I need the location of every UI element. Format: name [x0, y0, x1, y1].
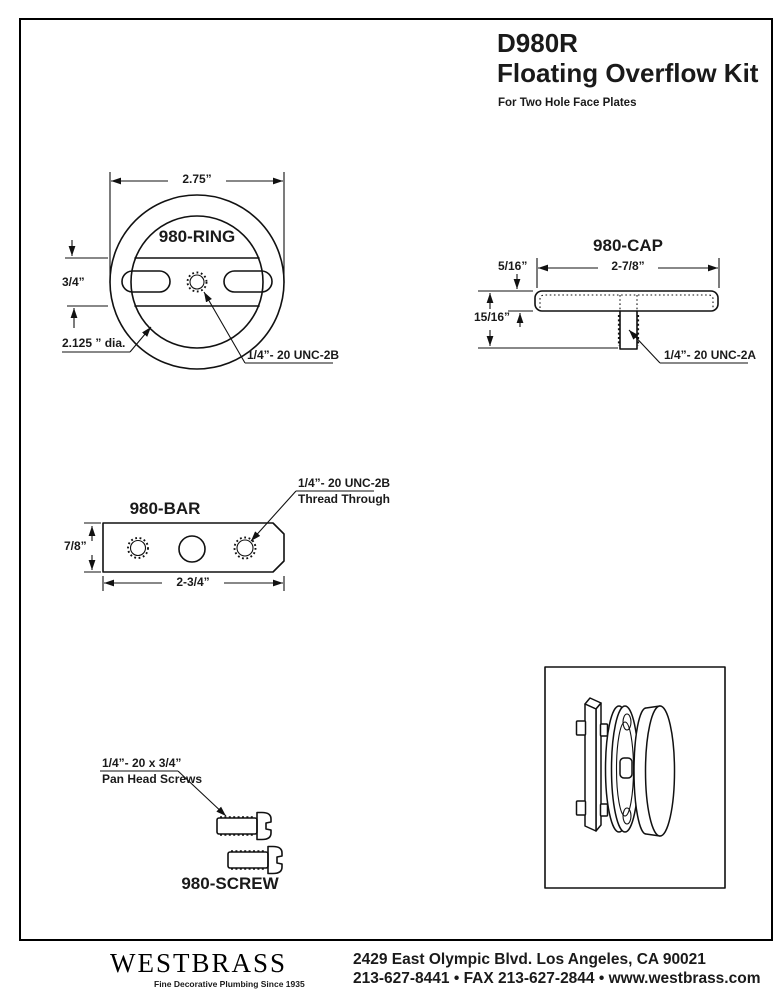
product-subtitle: For Two Hole Face Plates: [498, 97, 637, 109]
assembly-bar: [577, 698, 608, 831]
bar-thread-spec: 1/4”- 20 UNC-2B: [298, 476, 391, 490]
cap-width-dimension: 2-7/8”: [611, 259, 645, 273]
screw-part-label: 980-SCREW: [181, 874, 279, 893]
ring-thread-label: 1/4”- 20 UNC-2B: [247, 348, 340, 362]
screw-1: [217, 813, 271, 840]
model-number: D980R: [497, 28, 578, 58]
screw-part-outline: [217, 813, 282, 874]
ring-diameter-label: 2.125 ” dia.: [62, 336, 126, 350]
brand-logo: WESTBRASS: [110, 948, 288, 978]
bar-part-outline: [103, 523, 284, 572]
brand-tagline: Fine Decorative Plumbing Since 1935: [154, 979, 305, 989]
ring-width-dimension: 2.75”: [182, 172, 212, 186]
company-contact: 213-627-8441 • FAX 213-627-2844 • www.westbrass.com: [353, 970, 761, 987]
cap-thread-label: 1/4”- 20 UNC-2A: [664, 348, 757, 362]
cap-part-outline: [535, 291, 718, 349]
bar-thread-note: Thread Through: [298, 492, 390, 506]
cap-height-dimension: 15/16”: [474, 310, 511, 324]
screw-spec-label: 1/4”- 20 x 3/4”: [102, 756, 182, 770]
ring-part-outline: [110, 195, 284, 369]
bar-width-dimension: 2-3/4”: [176, 575, 210, 589]
cap-part-label: 980-CAP: [593, 236, 663, 255]
company-address: 2429 East Olympic Blvd. Los Angeles, CA 90021: [353, 951, 706, 968]
ring-band-dimension: 3/4”: [62, 275, 85, 289]
assembly-cap: [634, 706, 675, 836]
screw-2: [228, 847, 282, 874]
ring-part-label: 980-RING: [158, 227, 236, 246]
assembly-view: [545, 667, 725, 888]
bar-height-dimension: 7/8”: [64, 539, 87, 553]
product-title: Floating Overflow Kit: [497, 58, 759, 88]
cap-thickness-dimension: 5/16”: [498, 259, 528, 273]
bar-part-label: 980-BAR: [129, 499, 201, 518]
screw-type-label: Pan Head Screws: [102, 772, 203, 786]
